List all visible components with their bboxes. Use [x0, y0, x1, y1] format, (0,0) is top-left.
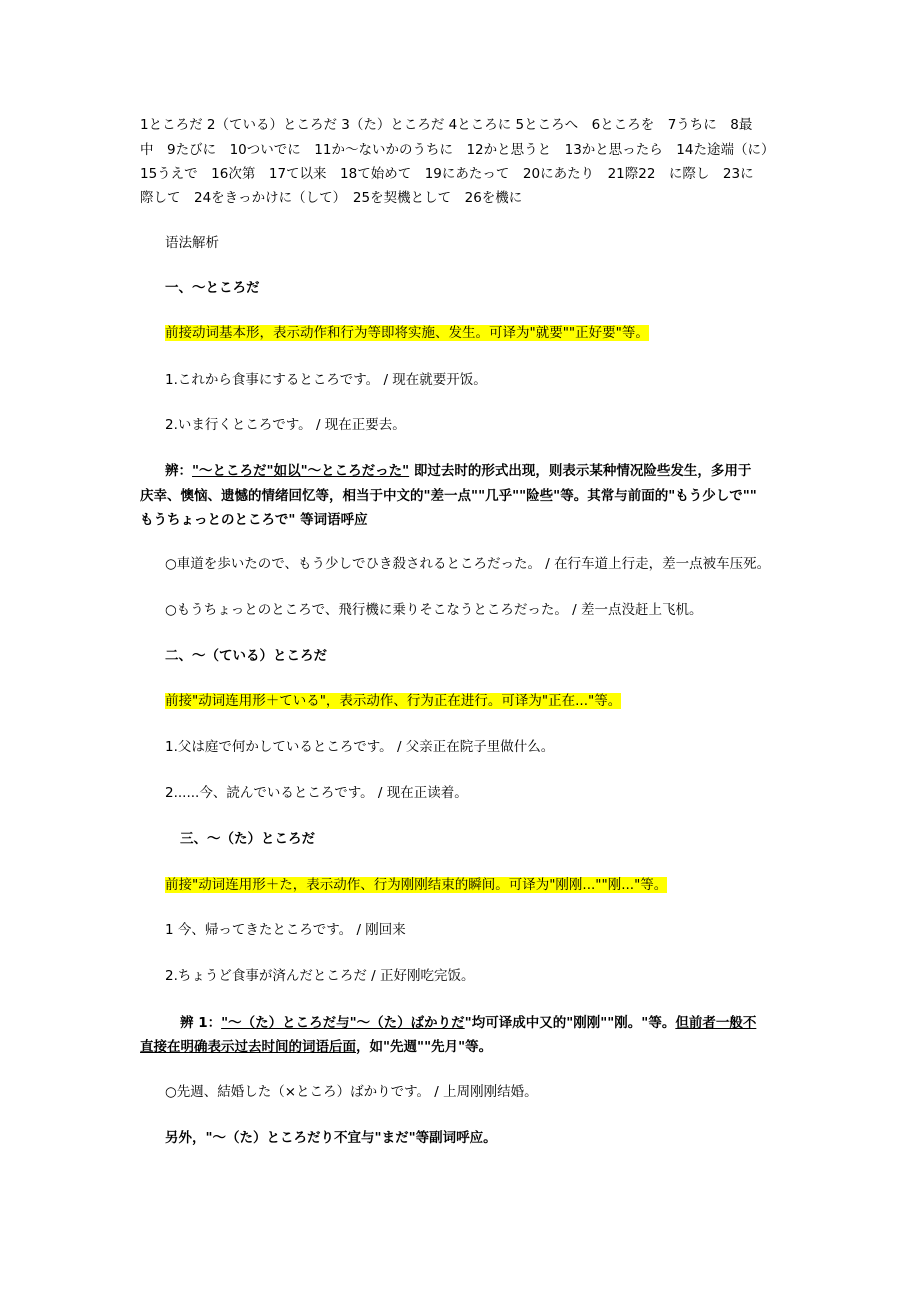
note-1-underlined: "～ところだ"如以"～ところだった" [192, 463, 410, 479]
note-1-text: 即过去时的形式出现，则表示某种情况险些发生，多用于 [409, 463, 752, 479]
note-1-line-3: もうちょっとのところで" 等词语呼应 [140, 512, 368, 528]
index-line-4: 際して 24をきっかけに（して） 25を契機として 26を機に [140, 190, 523, 206]
note-3-line-2 [140, 1035, 492, 1059]
example-3-1: 1 今、帰ってきたところです。 / 刚回来 [165, 922, 406, 938]
note-1-label: 辨： [165, 463, 192, 479]
example-3-2: 2.ちょうど食事が済んだところだ / 正好刚吃完饭。 [165, 968, 475, 984]
index-line-1: 1ところだ 2（ている）ところだ 3（た）ところだ 4ところに 5ところへ 6ところを 7うちに 8最 [140, 117, 753, 133]
note-1-line-2: 庆幸、懊恼、遗憾的情绪回忆等，相当于中文的"差一点""几乎""险些"等。其常与前面的"もう少しで"" [140, 488, 757, 504]
section-title: 语法解析 [165, 235, 219, 251]
explain-3 [165, 873, 667, 897]
note-3-line-1 [180, 1011, 756, 1035]
highlight-explain-2: 前接"动词连用形＋ている"，表示动作、行为正在进行。可译为"正在..."等。 [165, 693, 622, 709]
note-3-label: 辨 1： [180, 1015, 222, 1031]
heading-3: 三、～（た）ところだ [180, 831, 315, 847]
note-3-underlined-2: 但前者一般不 [675, 1015, 757, 1031]
explain-1 [165, 321, 649, 345]
note-3-underlined-1: "～（た）ところだ与"～（た）ばかりだ [221, 1015, 465, 1031]
note-3-underlined-3: 直接在明确表示过去时间的词语后面 [140, 1039, 356, 1055]
note-3-end: ，如"先週""先月"等。 [356, 1039, 493, 1055]
extra-note: 另外，"～（た）ところだり不宜与"まだ"等副词呼应。 [165, 1130, 497, 1146]
example-2-1: 1.父は庭で何かしているところです。 / 父亲正在院子里做什么。 [165, 739, 555, 755]
note-3-mid: "均可译成中又的"刚刚""刚。"等。 [464, 1015, 676, 1031]
example-1-3: ○車道を歩いたので、もう少しでひき殺されるところだった。 / 在行车道上行走，差一点被车压死。 [165, 556, 771, 572]
highlight-explain-3: 前接"动词连用形＋た，表示动作、行为刚刚结束的瞬间。可译为"刚刚...""刚..."等。 [165, 877, 668, 893]
index-line-3: 15うえで 16次第 17て以来 18て始めて 19にあたって 20にあたり 21際22 に際し 23に [140, 166, 754, 182]
highlight-explain-1: 前接动词基本形，表示动作和行为等即将实施、发生。可译为"就要""正好要"等。 [165, 325, 649, 341]
example-1-4: ○もうちょっとのところで、飛行機に乗りそこなうところだった。 / 差一点没赶上飞机。 [165, 602, 703, 618]
heading-2: 二、～（ている）ところだ [165, 648, 327, 664]
explain-2 [165, 689, 621, 713]
index-line-2: 中 9たびに 10ついでに 11か～ないかのうちに 12かと思うと 13かと思ったら 14た途端（に） [140, 142, 775, 158]
heading-1: 一、～ところだ [165, 280, 260, 296]
example-2-2: 2......今、読んでいるところです。 / 现在正读着。 [165, 785, 468, 801]
example-3-3: ○先週、結婚した（×ところ）ばかりです。 / 上周刚刚结婚。 [165, 1084, 538, 1100]
example-1-2: 2.いま行くところです。 / 现在正要去。 [165, 417, 406, 433]
example-1-1: 1.これから食事にするところです。 / 现在就要开饭。 [165, 372, 487, 388]
note-1-line-1 [165, 459, 751, 483]
